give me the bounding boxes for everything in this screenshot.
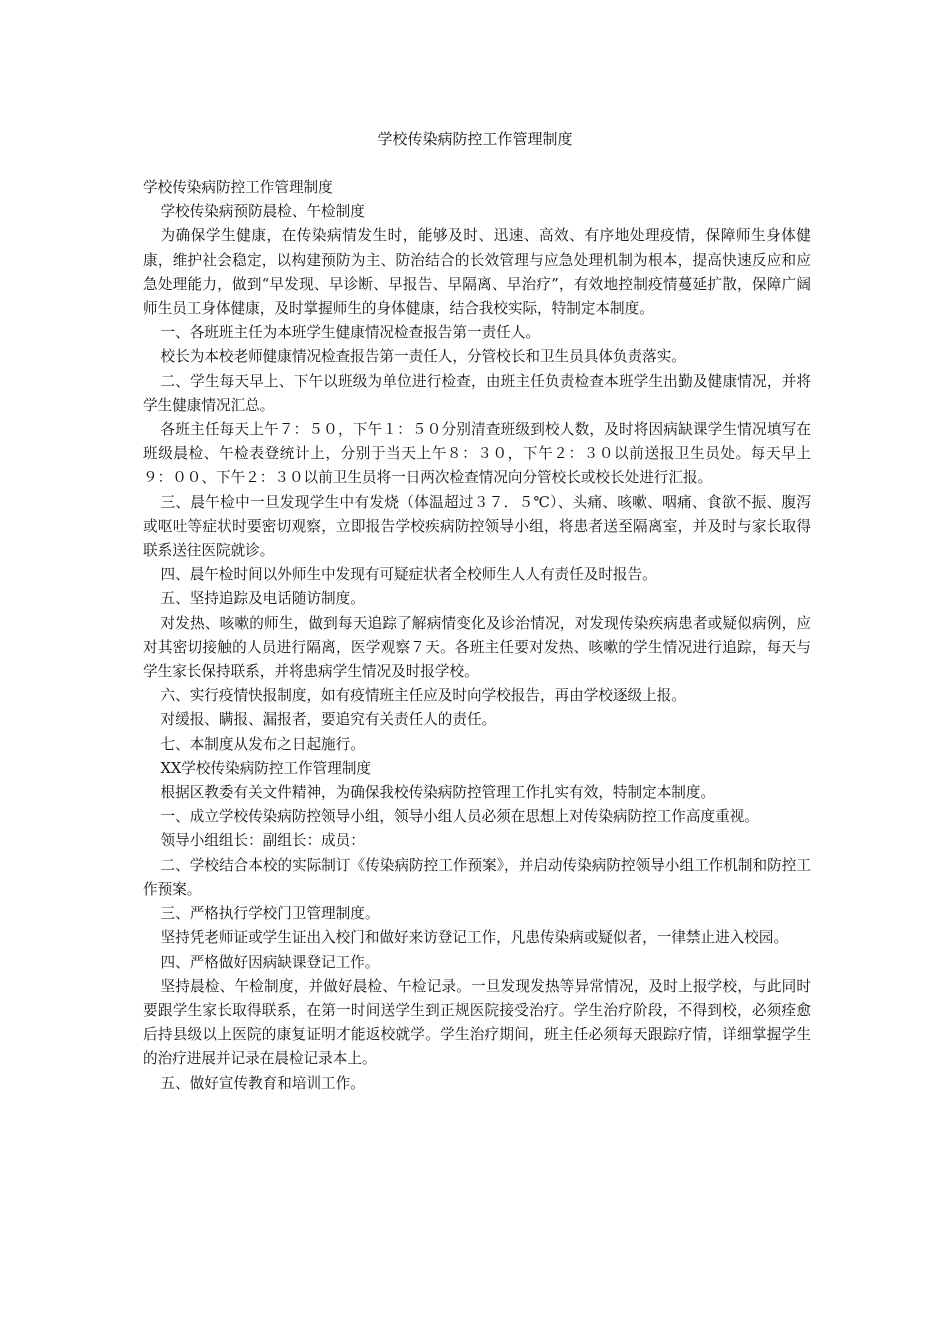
body-paragraph: 对缓报、瞒报、漏报者，要追究有关责任人的责任。 [160,711,497,729]
body-paragraph: 根据区教委有关文件精神，为确保我校传染病防控管理工作扎实有效，特制定本制度。 [160,784,716,802]
body-paragraph: 五、坚持追踪及电话随访制度。 [160,590,365,608]
body-paragraph: 七、本制度从发布之日起施行。 [160,735,365,753]
document-body [143,176,811,1096]
document-title: 学校传染病防控工作管理制度 [377,130,573,148]
body-paragraph: 校长为本校老师健康情况检查报告第一责任人，分管校长和卫生员具体负责落实。 [160,348,686,366]
body-paragraph: 坚持凭老师证或学生证出入校门和做好来访登记工作，凡患传染病或疑似者，一律禁止进入校园。 [160,929,789,947]
body-paragraph: 对发热、咳嗽的师生，做到每天追踪了解病情变化及诊治情况，对发现传染疾病患者或疑似病例，应对其密切接触的人员进行隔离，医学观察７天。各班主任要对发热、咳嗽的学生情况进行追踪，每天与学生家长保持联系，并将患病学生情况及时报学校。 [143,614,811,681]
body-paragraph: 学校传染病预防晨检、午检制度 [160,203,365,221]
body-paragraph: 四、严格做好因病缺课登记工作。 [160,953,380,971]
body-paragraph: 五、做好宣传教育和培训工作。 [160,1074,365,1092]
body-paragraph: 二、学生每天早上、下午以班级为单位进行检查，由班主任负责检查本班学生出勤及健康情况，并将学生健康情况汇总。 [143,372,811,414]
body-paragraph: 坚持晨检、午检制度，并做好晨检、午检记录。一旦发现发热等异常情况，及时上报学校，与此同时要跟学生家长取得联系，在第一时间送学生到正规医院接受治疗。学生治疗阶段，不得到校，必须痊愈后持县级以上医院的康复证明才能返校就学。学生治疗期间，班主任必须每天跟踪疗情，详细掌握学生的治疗进展并记录在晨检记录本上。 [143,977,811,1068]
body-paragraph: 三、严格执行学校门卫管理制度。 [160,905,380,923]
body-paragraph: 各班主任每天上午７：５０，下午１：５０分别清查班级到校人数，及时将因病缺课学生情况填写在班级晨检、午检表登统计上，分别于当天上午８：３０，下午２：３０以前送报卫生员处。每天早上９：００、下午２：３０以前卫生员将一日两次检查情况向分管校长或校长处进行汇报。 [143,421,811,487]
body-paragraph: XX学校传染病防控工作管理制度 [160,759,372,777]
body-paragraph: 学校传染病防控工作管理制度 [143,179,333,196]
body-paragraph: 为确保学生健康，在传染病情发生时，能够及时、迅速、高效、有序地处理疫情，保障师生身体健康，维护社会稳定，以构建预防为主、防治结合的长效管理与应急处理机制为根本，提高快速反应和应急处理能力，做到“早发现、早诊断、早报告、早隔离、早治疗”，有效地控制疫情蔓延扩散，保障广阔师生员工身体健康，及时掌握师生的身体健康，结合我校实际，特制定本制度。 [143,227,811,318]
body-paragraph: 一、各班班主任为本班学生健康情况检查报告第一责任人。 [160,324,540,342]
body-paragraph: 领导小组组长：副组长：成员： [160,832,365,850]
body-paragraph: 二、学校结合本校的实际制订《传染病防控工作预案》，并启动传染病防控领导小组工作机制和防控工作预案。 [143,856,811,898]
body-paragraph: 三、晨午检中一旦发现学生中有发烧（体温超过３７．５℃）、头痛、咳嗽、咽痛、食欲不振、腹泻或呕吐等症状时要密切观察，立即报告学校疾病防控领导小组，将患者送至隔离室，并及时与家长取得联系送往医院就诊。 [143,493,811,560]
body-paragraph: 一、成立学校传染病防控领导小组，领导小组人员必须在思想上对传染病防控工作高度重视。 [160,808,759,826]
body-paragraph: 六、实行疫情快报制度，如有疫情班主任应及时向学校报告，再由学校逐级上报。 [160,687,686,705]
body-paragraph: 四、晨午检时间以外师生中发现有可疑症状者全校师生人人有责任及时报告。 [160,566,657,584]
